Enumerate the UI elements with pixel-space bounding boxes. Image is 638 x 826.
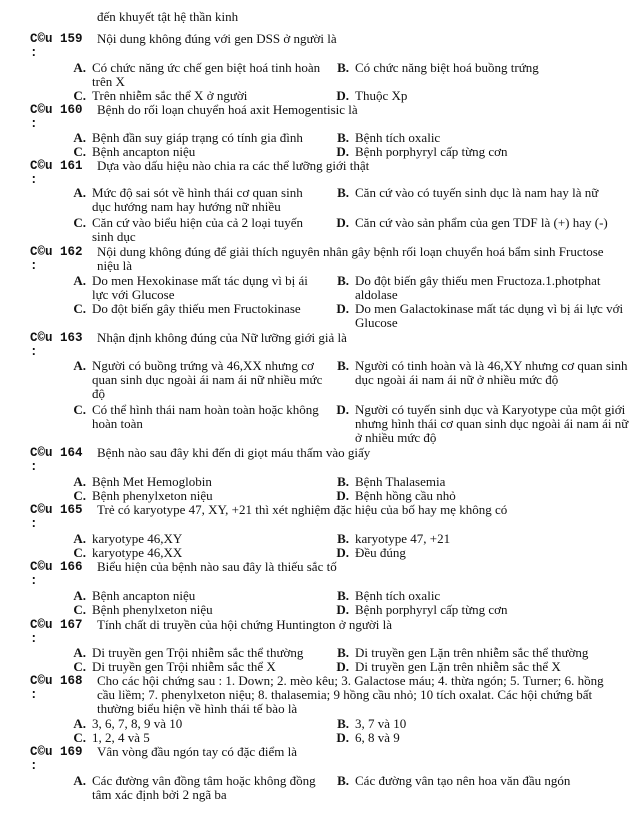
question-number: C©u 163 : bbox=[30, 331, 83, 359]
question-text: Tính chất di truyền của hội chứng Huntington ở người là bbox=[97, 617, 393, 632]
question-text: Nội dung không đúng với gen DSS ở người là bbox=[97, 31, 337, 46]
question-number: C©u 162 : bbox=[30, 245, 83, 273]
question-text: Biểu hiện của bệnh nào sau đây là thiếu sắc tố bbox=[97, 559, 337, 574]
question-number: C©u 164 : bbox=[30, 446, 83, 474]
question-text: Cho các hội chứng sau : 1. Down; 2. mèo kêu; 3. Galactose máu; 4. thừa ngón; 5. Turner; 6. hồng cầu liềm; 7. phenylxeton niệu; 8. thalasemia; 9 hồng cầu nhỏ; 10 tích oxalat. Các hội chứng bất thường biểu hiện về hình thái tế bào là bbox=[97, 673, 604, 716]
question-text: Nội dung không đúng để giải thích nguyên nhân gây bệnh rối loạn chuyển hoá bẩm sinh Fructose niệu là bbox=[97, 244, 604, 273]
question-text: Nhận định không đúng của Nữ lưỡng giới giả là bbox=[97, 330, 347, 345]
question-number: C©u 166 : bbox=[30, 560, 83, 588]
document-page: đến khuyết tật hệ thần kinh C©u 159 : Nội dung không đúng với gen DSS ở người là A. Có chức năng ức chế gen biệt hoá tinh hoàn trên X B. Có chức năng biệt hoá buồng trứng C. Trên nhiễm sắc thể X ở người D. Thuộc Xp C©u 160 : Bệnh do rối loạn chuyển hoá axit Hemogentisic là A. Bệnh đần suy giáp trạng có tính gia đình B. Bệnh tích oxalic C. Bệnh ancapton niệu D. Bệnh porphyryl cấp từng cơn C©u 161 : Dựa vào dấu hiệu nào chia ra các thể lưỡng giới thật A. Mức độ sai sót về hình thái cơ quan sinh dục hướng nam hay hướng nữ nhiều B. Căn cứ vào có tuyến sinh dục là nam hay là nữ C. Căn cứ vào biểu hiện của cả 2 loại tuyến sinh dục D. Căn cứ vào sản phẩm của gen TDF là (+) hay (-) C©u 162 : Nội dung không đúng để giải thích nguyên nhân gây bệnh rối loạn chuyển hoá bẩm sinh Fructose niệu là A. Do men Hexokinase mất tác dụng vì bị ái lực với Glucose B. Do đột biến gây thiếu men Fructoza.1.photphat aldolase C. Do đột biến gây thiếu men Fructokinase D. Do men Galactokinase mất tác dụng vì bị ái lực với Glucose C©u 163 : Nhận định không đúng của Nữ lưỡng giới giả là A. Người có buồng trứng và 46,XX nhưng cơ quan sinh dục ngoài ái nam ái nữ nhiều mức độ B. Người có tinh hoàn và là 46,XY nhưng cơ quan sinh dục ngoài ái nam ái nữ ở nhiều mức độ C. Có thể hình thái nam hoàn toàn hoặc không hoàn toàn D. Người có tuyến sinh dục và Karyotype của một giới nhưng hình thái cơ quan sinh dục ngoài ái nam ái nữ ở nhiều mức độ C©u 164 : Bệnh nào sau đây khi đến di giọt máu thấm vào giấy A. Bệnh Met Hemoglobin B. Bệnh Thalasemia C. Bệnh phenylxeton niệu D. Bệnh hồng cầu nhỏ C©u 165 : Trẻ có karyotype 47, XY, +21 thì xét nghiệm đặc hiệu của bố hay mẹ không có A. karyotype 46,XY B. karyotype 47, +21 C. karyotype 46,XX D. Đều đúng C©u 166 : Biểu hiện của bệnh nào sau đây là thiếu sắc tố A. Bệnh ancapton niệu B. Bệnh tích oxalic C. Bệnh phenylxeton niệu D. Bệnh porphyryl cấp từng cơn C©u 167 : Tính chất di truyền của hội chứng Huntington ở người là A. Di truyền gen Trội nhiễm sắc thể thường B. Di truyền gen Lặn trên nhiễm sắc thể thường C. Di truyền gen Trội nhiễm sắc thể X D. Di truyền gen Lặn trên nhiễm sắc thể X C©u 168 : Cho các hội chứng sau : 1. Down; 2. mèo kêu; 3. Galactose máu; 4. thừa ngón; 5. Turner; 6. hồng cầu liềm; 7. phenylxeton niệu; 8. thalasemia; 9 hồng cầu nhỏ; 10 tích oxalat. Các hội chứng bất thường biểu hiện về hình thái tế bào là A. 3, 6, 7, 8, 9 và 10 B. 3, 7 và 10 C. 1, 2, 4 và 5 D. 6, 8 và 9 C©u 169 : Vân vòng đầu ngón tay có đặc điểm là A. Các đường vân đồng tâm hoặc không đồng tâm xác định bởi 2 ngã ba B. Các đường vân tạo nên hoa văn đầu ngón bbox=[30, 9, 629, 802]
question-text: Dựa vào dấu hiệu nào chia ra các thể lưỡng giới thật bbox=[97, 158, 370, 173]
question-number: C©u 159 : bbox=[30, 32, 83, 60]
question-number: C©u 168 : bbox=[30, 674, 83, 702]
question-number: C©u 160 : bbox=[30, 103, 83, 131]
question-number: C©u 161 : bbox=[30, 159, 83, 187]
question-text: Bệnh do rối loạn chuyển hoá axit Hemogentisic là bbox=[97, 102, 358, 117]
continued-text: đến khuyết tật hệ thần kinh bbox=[97, 9, 239, 24]
question-text: Vân vòng đầu ngón tay có đặc điểm là bbox=[97, 744, 297, 759]
question-text: Trẻ có karyotype 47, XY, +21 thì xét nghiệm đặc hiệu của bố hay mẹ không có bbox=[97, 502, 508, 517]
question-number: C©u 167 : bbox=[30, 618, 83, 646]
question-number: C©u 165 : bbox=[30, 503, 83, 531]
question-number: C©u 169 : bbox=[30, 745, 83, 773]
question-text: Bệnh nào sau đây khi đến di giọt máu thấm vào giấy bbox=[97, 445, 371, 460]
